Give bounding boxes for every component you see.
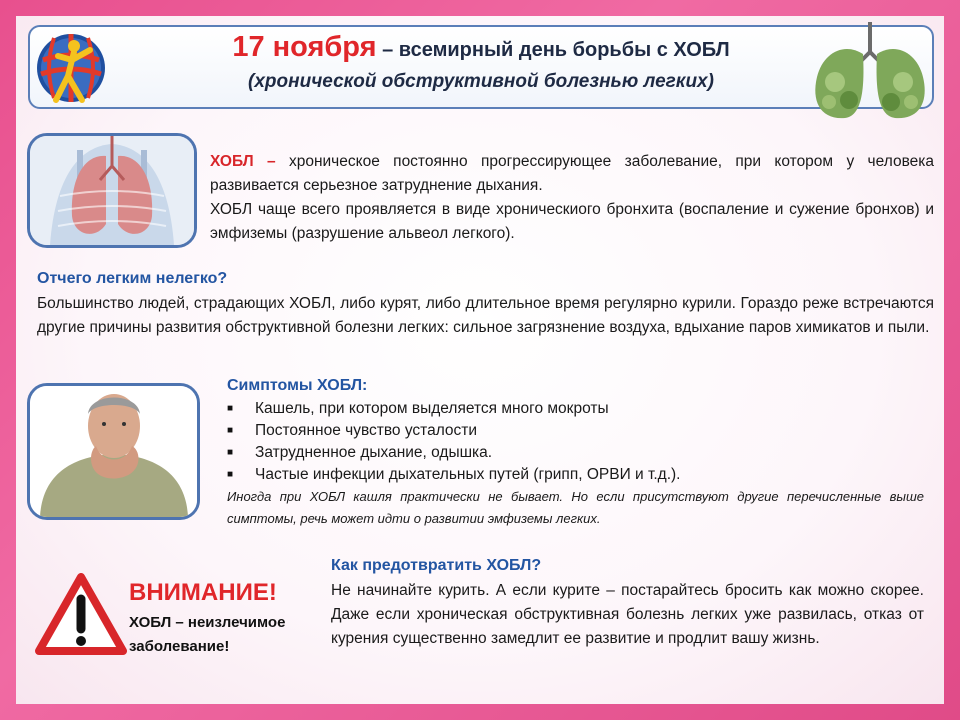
warning-line-2: заболевание! — [129, 638, 230, 655]
prevention-heading: Как предотвратить ХОБЛ? — [331, 557, 542, 574]
symptoms-heading: Симптомы ХОБЛ: — [227, 377, 368, 394]
list-item: ■ Кашель, при котором выделяется много мокроты — [227, 398, 927, 420]
list-item: ■ Частые инфекции дыхательных путей (грипп, ОРВИ и т.д.). — [227, 464, 927, 486]
warning-title: ВНИМАНИЕ! — [129, 579, 277, 606]
coughing-man-icon — [30, 386, 197, 517]
chest-lungs-image — [27, 133, 197, 248]
lungs-xray-icon — [30, 136, 194, 245]
header-banner — [28, 25, 934, 109]
intro-text-1: хроническое постоянно прогрессирующее заболевание, при котором у человека развивается серьезное затруднение дыхания. — [210, 153, 934, 194]
symptoms-note: Иногда при ХОБЛ кашля практически не бывает. Но если присутствуют другие перечисленные выше симптомы, речь может идти о развитии эмфиземы легких. — [227, 489, 924, 526]
page-subtitle: (хронической обструктивной болезнью легких) — [248, 71, 714, 92]
prevention-paragraph: Не начинайте курить. А если курите – постарайтесь бросить как можно скорее. Даже если хроническая обструктивная болезнь легких уже развилась, отказ от курения существенно замедлит ее развитие и продлит вашу жизнь. — [331, 582, 924, 647]
intro-paragraph-2: ХОБЛ чаще всего проявляется в виде хроническиого бронхита (воспаление и сужение бронхов) и эмфиземы (разрушение альвеол легкого). — [210, 201, 934, 242]
causes-heading: Отчего легким нелегко? — [37, 270, 228, 287]
warning-text — [129, 611, 285, 659]
warning-line-1: ХОБЛ – неизлечимое — [129, 614, 286, 631]
list-item: ■ Постоянное чувство усталости — [227, 420, 927, 442]
title-rest: – всемирный день борьбы с ХОБЛ — [376, 39, 730, 61]
symptoms-list — [227, 398, 927, 486]
globe-logo-icon — [34, 30, 108, 108]
title-date: 17 ноября — [232, 31, 377, 63]
causes-paragraph: Большинство людей, страдающих ХОБЛ, либо курят, либо длительное время регулярно курили. Гораздо реже встречаются другие причины развития обструктивной болезни легких: сильное загрязнение воздуха, вдыхание паров химикатов и пыли. — [37, 295, 934, 336]
hobl-lead: ХОБЛ – — [210, 153, 276, 170]
coughing-man-image — [27, 383, 200, 520]
warning-triangle-icon — [35, 573, 127, 655]
page-title — [30, 31, 932, 64]
list-item: ■ Затрудненное дыхание, одышка. — [227, 442, 927, 464]
intro-paragraph — [210, 150, 934, 198]
green-lungs-icon — [805, 22, 935, 122]
